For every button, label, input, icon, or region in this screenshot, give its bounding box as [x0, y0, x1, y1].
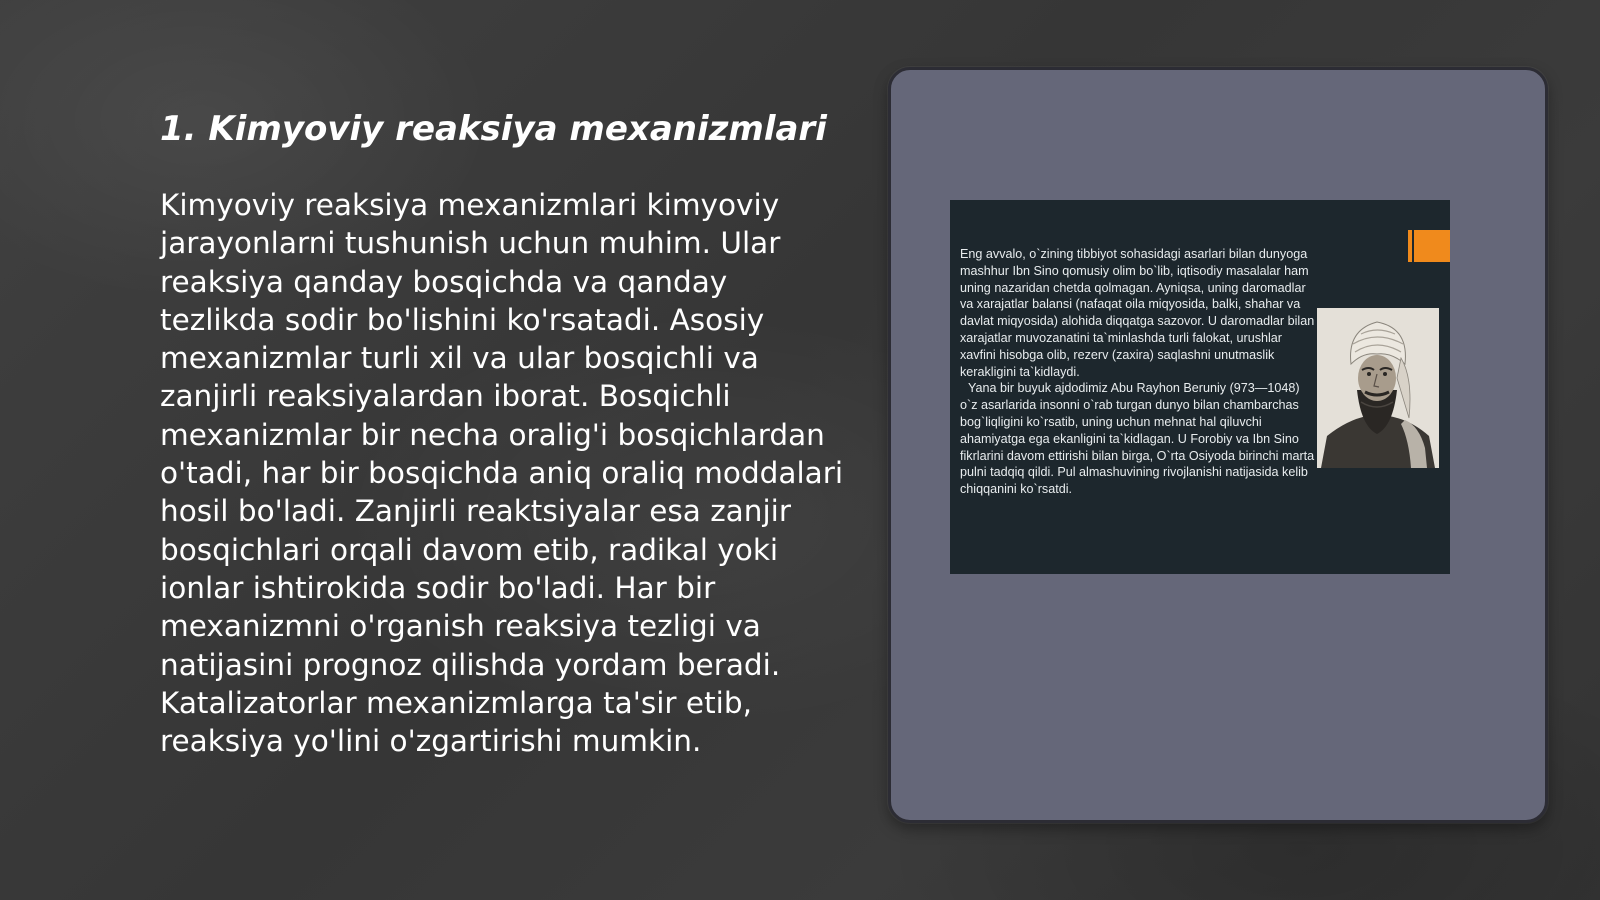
embedded-slide-image — [950, 200, 1450, 574]
orange-accent-line — [1408, 230, 1412, 262]
portrait-illustration-icon — [1317, 308, 1439, 468]
slide-body-text: Kimyoviy reaksiya mexanizmlari kimyoviy jarayonlarni tushunish uchun muhim. Ular reaksiya qanday bosqichda va qanday tezlikda sodir bo'lishini ko'rsatadi. Asosiy mexanizmlar turli xil va ular bosqichli va zanjirli reaksiyalardan iborat. Bosqichli mexanizmlar bir necha oralig'i bosqichlardan o'tadi, har bir bosqichda aniq oraliq moddalari hosil bo'ladi. Zanjirli reaktsiyalar esa zanjir bosqichlari orqali davom etib, radikal yoki ionlar ishtirokida sodir bo'ladi. Har bir mexanizmni o'rganish reaksiya tezligi va natijasini prognoz qilishda yordam beradi. Katalizatorlar mexanizmlarga ta'sir etib, reaksiya yo'lini o'zgartirishi mumkin. — [160, 188, 844, 759]
orange-accent-bar — [1414, 230, 1450, 262]
slide-title: 1. Kimyoviy reaksiya mexanizmlari — [160, 109, 827, 149]
embedded-slide-text — [960, 246, 1315, 498]
embedded-paragraph-1: Eng avvalo, o`zining tibbiyot sohasidagi asarlari bilan dunyoga mashhur Ibn Sino qomusiy olim bo`lib, iqtisodiy masalalar ham uning nazaridan chetda qolmagan. Ayniqsa, uning daromadlar va xarajatlar balansi (nafaqat oila miqyosida, balki, shahar va davlat miqyosida) alohida diqqatga sazovor. U daromadlar bilan xarajatlar muvozanatini ta`minlashda turli falokat, urushlar xavfini hisobga olib, rezerv (zaxira) saqlashni unutmaslik kerakligini ta`kidlaydi. — [960, 247, 1315, 379]
embedded-paragraph-2: Yana bir buyuk ajdodimiz Abu Rayhon Beruniy (973—1048) o`z asarlarida insonni o`rab turgan dunyo bilan chambarchas bog`liqligini ko`rsatib, uning uchun mehnat hal qiluvchi ahamiyatga ega ekanligini ta`kidlagan. U Forobiy va Ibn Sino fikrlarini davom ettirishi bilan birga, O`rta Osiyoda birinchi marta pulni tadqiq qildi. Pul almashuvining rivojlanishi natijasida kelib chiqqanini ko`rsatdi. — [960, 381, 1315, 497]
